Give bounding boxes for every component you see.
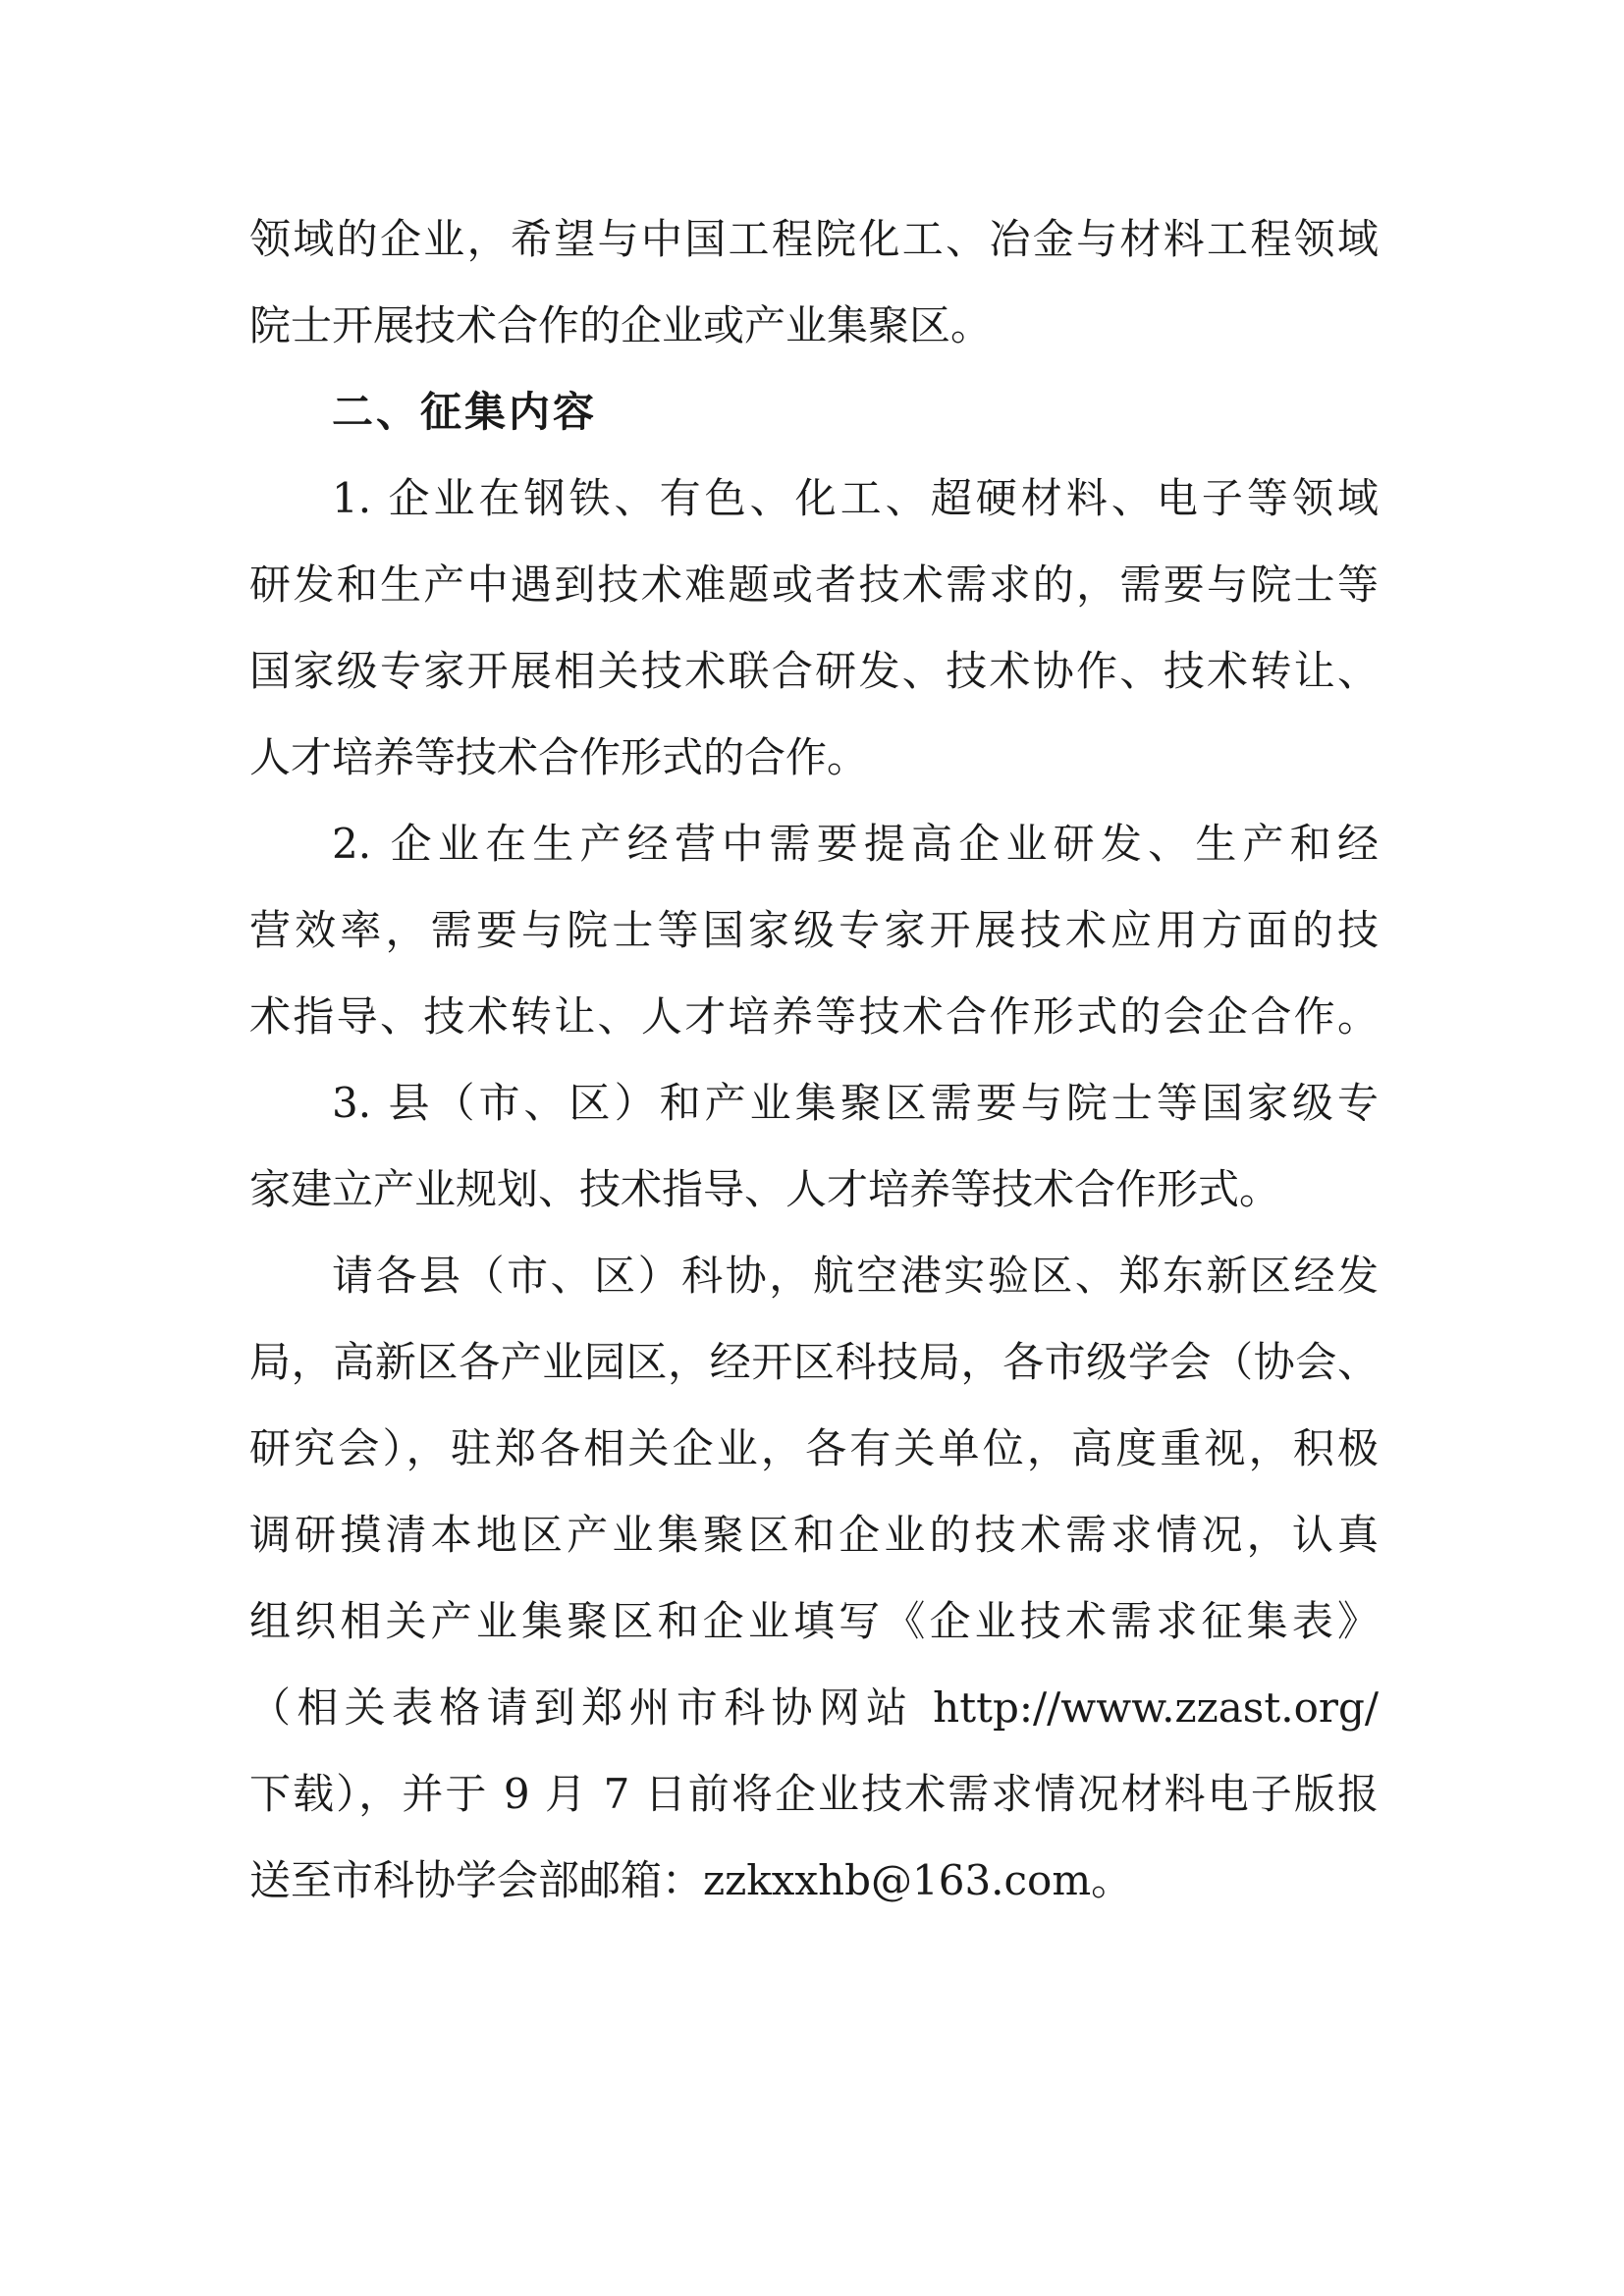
email-address-line: 送至市科协学会部邮箱：zzkxxhb@163.com。: [249, 1856, 1133, 1904]
body-text-line: 领域的企业，希望与中国工程院化工、冶金与材料工程领域: [249, 215, 1379, 263]
body-text-line: 术指导、技术转让、人才培养等技术合作形式的会企合作。: [249, 992, 1379, 1041]
body-text-line: 院士开展技术合作的企业或产业集聚区。: [249, 301, 993, 349]
body-text-line: 研究会），驻郑各相关企业，各有关单位，高度重视，积极: [249, 1424, 1379, 1472]
list-item-1-text: 1. 企业在钢铁、有色、化工、超硬材料、电子等领域: [332, 474, 1379, 522]
body-text-line: 家建立产业规划、技术指导、人才培养等技术合作形式。: [249, 1165, 1281, 1213]
list-item-3-text: 3. 县（市、区）和产业集聚区需要与院士等国家级专: [332, 1079, 1379, 1127]
list-item-2-text: 2. 企业在生产经营中需要提高企业研发、生产和经: [332, 820, 1379, 868]
website-url-line: （相关表格请到郑州市科协网站 http://www.zzast.org/: [249, 1683, 1379, 1732]
paragraph-request-text: 请各县（市、区）科协，航空港实验区、郑东新区经发: [332, 1252, 1379, 1300]
body-text-line: 营效率，需要与院士等国家级专家开展技术应用方面的技: [249, 906, 1379, 954]
body-text-line: 调研摸清本地区产业集聚区和企业的技术需求情况，认真: [249, 1511, 1379, 1559]
body-text-line: 国家级专家开展相关技术联合研发、技术协作、技术转让、: [249, 647, 1379, 695]
body-text-line: 研发和生产中遇到技术难题或者技术需求的，需要与院士等: [249, 561, 1379, 609]
body-text-line: 局，高新区各产业园区，经开区科技局，各市级学会（协会、: [249, 1338, 1379, 1386]
body-text-line: 下载），并于 9 月 7 日前将企业技术需求情况材料电子版报: [249, 1770, 1379, 1818]
body-text-line: 组织相关产业集聚区和企业填写《企业技术需求征集表》: [249, 1597, 1379, 1645]
body-text-line: 人才培养等技术合作形式的合作。: [249, 733, 869, 781]
section-heading: 二、征集内容: [332, 388, 598, 436]
